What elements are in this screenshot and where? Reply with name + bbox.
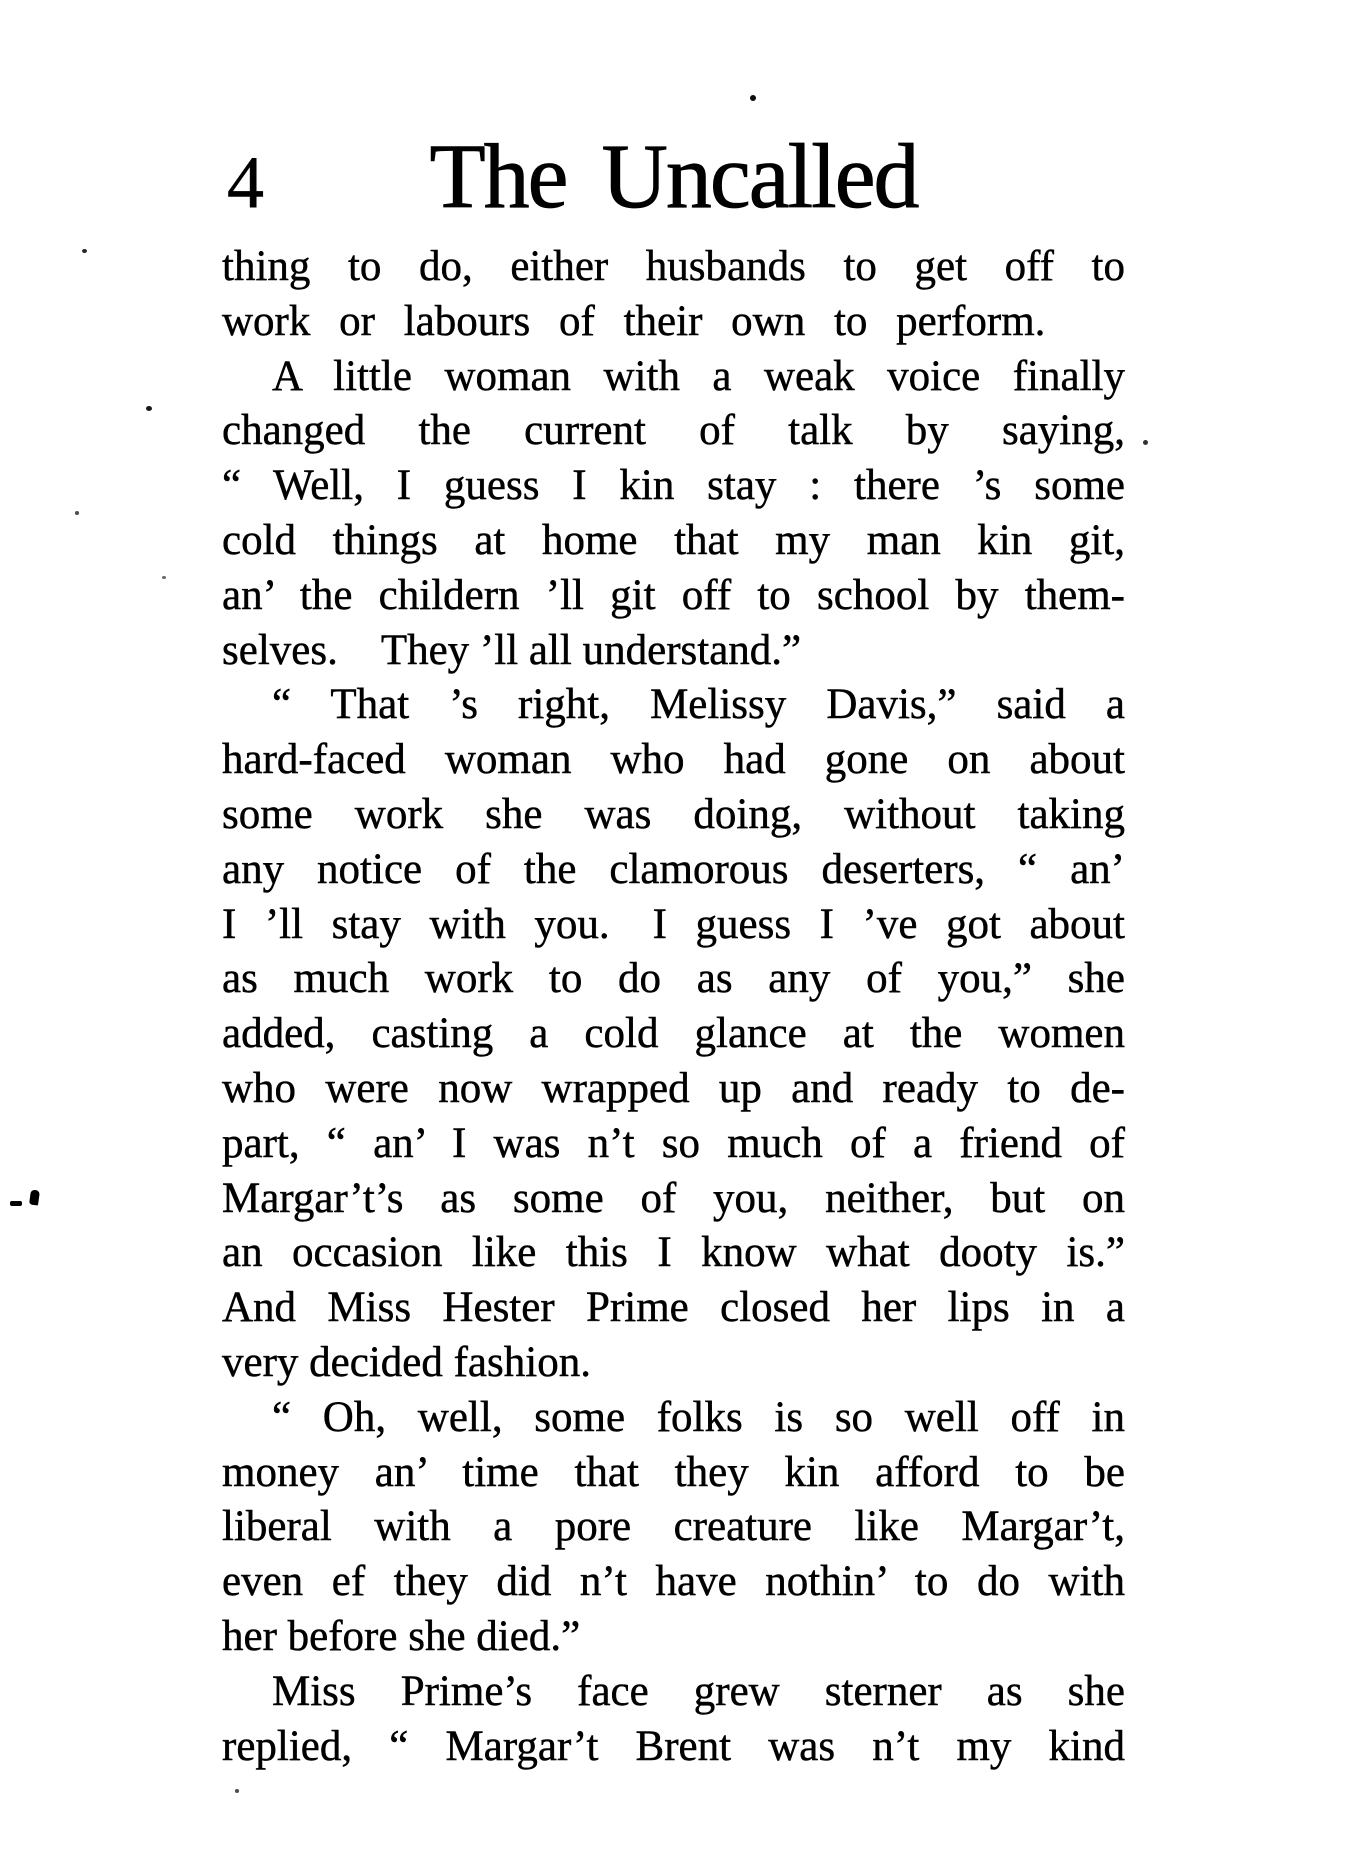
text-line: liberal with a pore creature like Margar’t, — [222, 1503, 1125, 1551]
text-line: A little woman with a weak voice finally — [272, 352, 1125, 400]
text-line: some work she was doing, without taking — [222, 790, 1125, 838]
text-line: I ’ll stay with you. I guess I ’ve got about — [222, 900, 1125, 948]
text-line: cold things at home that my man kin git, — [222, 516, 1125, 564]
margin-mark — [10, 1201, 22, 1206]
text-line: “ Well, I guess I kin stay : there ’s some — [222, 462, 1125, 510]
text-line: very decided fashion. — [222, 1338, 591, 1386]
margin-mark — [29, 1189, 40, 1205]
running-title: The Uncalled — [429, 125, 918, 227]
ink-speck — [75, 511, 79, 515]
text-line: work or labours of their own to perform. — [222, 297, 1046, 345]
text-line: “ Oh, well, some folks is so well off in — [272, 1393, 1125, 1441]
text-line: her before she died.” — [222, 1612, 581, 1660]
text-line: an’ the childern ’ll git off to school by them- — [222, 571, 1125, 619]
text-line: money an’ time that they kin afford to be — [222, 1448, 1125, 1496]
text-line: who were now wrapped up and ready to de- — [222, 1064, 1125, 1112]
page-body — [222, 240, 1125, 1774]
ink-speck — [235, 1789, 239, 1793]
text-line: And Miss Hester Prime closed her lips in a — [222, 1284, 1125, 1332]
text-line: “ That ’s right, Melissy Davis,” said a — [272, 681, 1125, 729]
text-line: any notice of the clamorous deserters, “ an’ — [222, 845, 1125, 893]
text-line: as much work to do as any of you,” she — [222, 955, 1125, 1003]
text-line: changed the current of talk by saying, — [222, 407, 1125, 455]
ink-speck — [82, 249, 87, 253]
ink-speck — [1143, 440, 1148, 445]
text-line: Miss Prime’s face grew sterner as she — [272, 1667, 1125, 1715]
text-line: an occasion like this I know what dooty is.” — [222, 1229, 1125, 1277]
text-line: added, casting a cold glance at the women — [222, 1010, 1125, 1058]
ink-speck — [162, 576, 166, 579]
text-line: thing to do, either husbands to get off to — [222, 243, 1125, 290]
ink-speck — [146, 406, 152, 411]
text-line: hard-faced woman who had gone on about — [222, 736, 1125, 784]
text-line: replied, “ Margar’t Brent was n’t my kind — [222, 1722, 1125, 1770]
page-header — [222, 0, 1125, 230]
text-line: part, “ an’ I was n’t so much of a friend of — [222, 1119, 1125, 1167]
ink-speck — [750, 95, 756, 101]
page-number: 4 — [227, 142, 264, 224]
text-line: Margar’t’s as some of you, neither, but on — [222, 1174, 1125, 1222]
text-line: even ef they did n’t have nothin’ to do with — [222, 1558, 1125, 1606]
text-line: selves. They ’ll all understand.” — [222, 626, 802, 674]
